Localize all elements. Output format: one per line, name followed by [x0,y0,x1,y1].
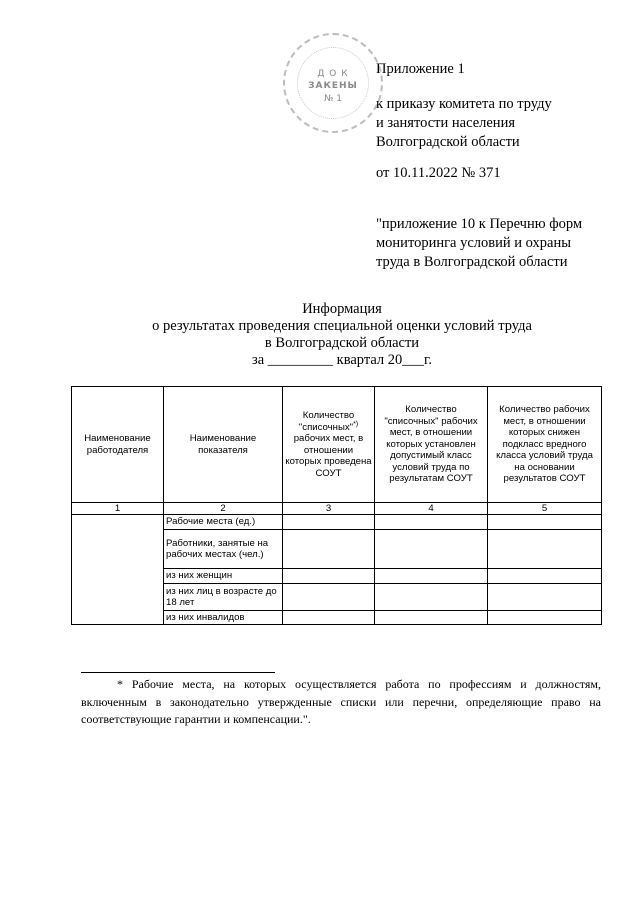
appendix-order-line-1: к приказу комитета по труду [376,96,552,112]
value-cell [375,611,488,625]
appendix-ref-line-1: "приложение 10 к Перечню форм [376,216,583,232]
stamp-line-3: № 1 [324,94,342,104]
value-cell [375,515,488,530]
table-row [72,515,602,530]
appendix-date [376,164,626,183]
row-label: из них женщин [164,569,283,584]
value-cell [283,584,375,611]
appendix-ref-line-2: мониторинга условий и охраны [376,235,571,251]
column-number: 3 [283,503,375,515]
column-number: 1 [72,503,164,515]
value-cell [283,515,375,530]
header-soat-count [283,387,375,503]
title-line-3: в Волгоградской области [264,335,420,351]
title-line-2: о результатах проведения специальной оценки условий труда [152,318,532,334]
appendix-order-line-2: и занятости населения [376,115,515,131]
appendix-title: Приложение 1 [376,61,465,77]
stamp-line-2: ЗАКЕНЫ [308,81,358,91]
column-number: 4 [375,503,488,515]
footnote-text: * Рабочие места, на которых осуществляется работа по профессиям и должностям, включенным в законодательно утвержденные списки или перечни, определяющие право на соответствующие гарантии и компенсации.". [81,677,601,726]
header-soat-count-a: Количество "списочных" [298,410,355,433]
row-label: Рабочие места (ед.) [164,515,283,530]
column-number: 5 [488,503,602,515]
appendix-order-line-3: Волгоградской области [376,134,520,150]
value-cell [488,569,602,584]
title-line-1: Информация [302,301,382,317]
row-label: из них лиц в возрасте до 18 лет [164,584,283,611]
title-line-4: за _________ квартал 20___г. [252,352,432,368]
appendix-ref-line-3: труда в Волгоградской области [376,254,568,270]
value-cell [375,569,488,584]
row-label: Работники, занятые на рабочих местах (чел.) [164,530,283,569]
value-cell [283,530,375,569]
header-soat-count-b: рабочих мест, в отношении которых проведена СОУТ [285,433,372,479]
row-label: из них инвалидов [164,611,283,625]
document-title [22,301,640,369]
header-employer: Наименование работодателя [72,387,164,503]
appendix-heading [376,60,626,79]
column-number: 2 [164,503,283,515]
header-soat-count-footnote-mark: *) [353,420,359,428]
value-cell [375,530,488,569]
footnote-divider [81,672,275,673]
value-cell [488,515,602,530]
value-cell [488,530,602,569]
header-indicator: Наименование показателя [164,387,283,503]
table-number-row [72,503,602,515]
value-cell [283,569,375,584]
appendix-order-ref [376,95,626,152]
value-cell [488,611,602,625]
employer-cell [72,515,164,625]
header-reduced-subclass: Количество рабочих мест, в отношении которых снижен подкласс вредного класса условий труда на основании результатов СОУТ [488,387,602,503]
report-table [71,386,602,625]
value-cell [283,611,375,625]
value-cell [375,584,488,611]
value-cell [488,584,602,611]
official-stamp [283,33,383,133]
header-allowed-class: Количество "списочных" рабочих мест, в отношении которых установлен допустимый класс условий труда по результатам СОУТ [375,387,488,503]
appendix-date-line: от 10.11.2022 № 371 [376,165,501,181]
appendix-list-ref [376,215,626,272]
table-header-row [72,387,602,503]
stamp-line-1: Д О К [317,69,349,79]
